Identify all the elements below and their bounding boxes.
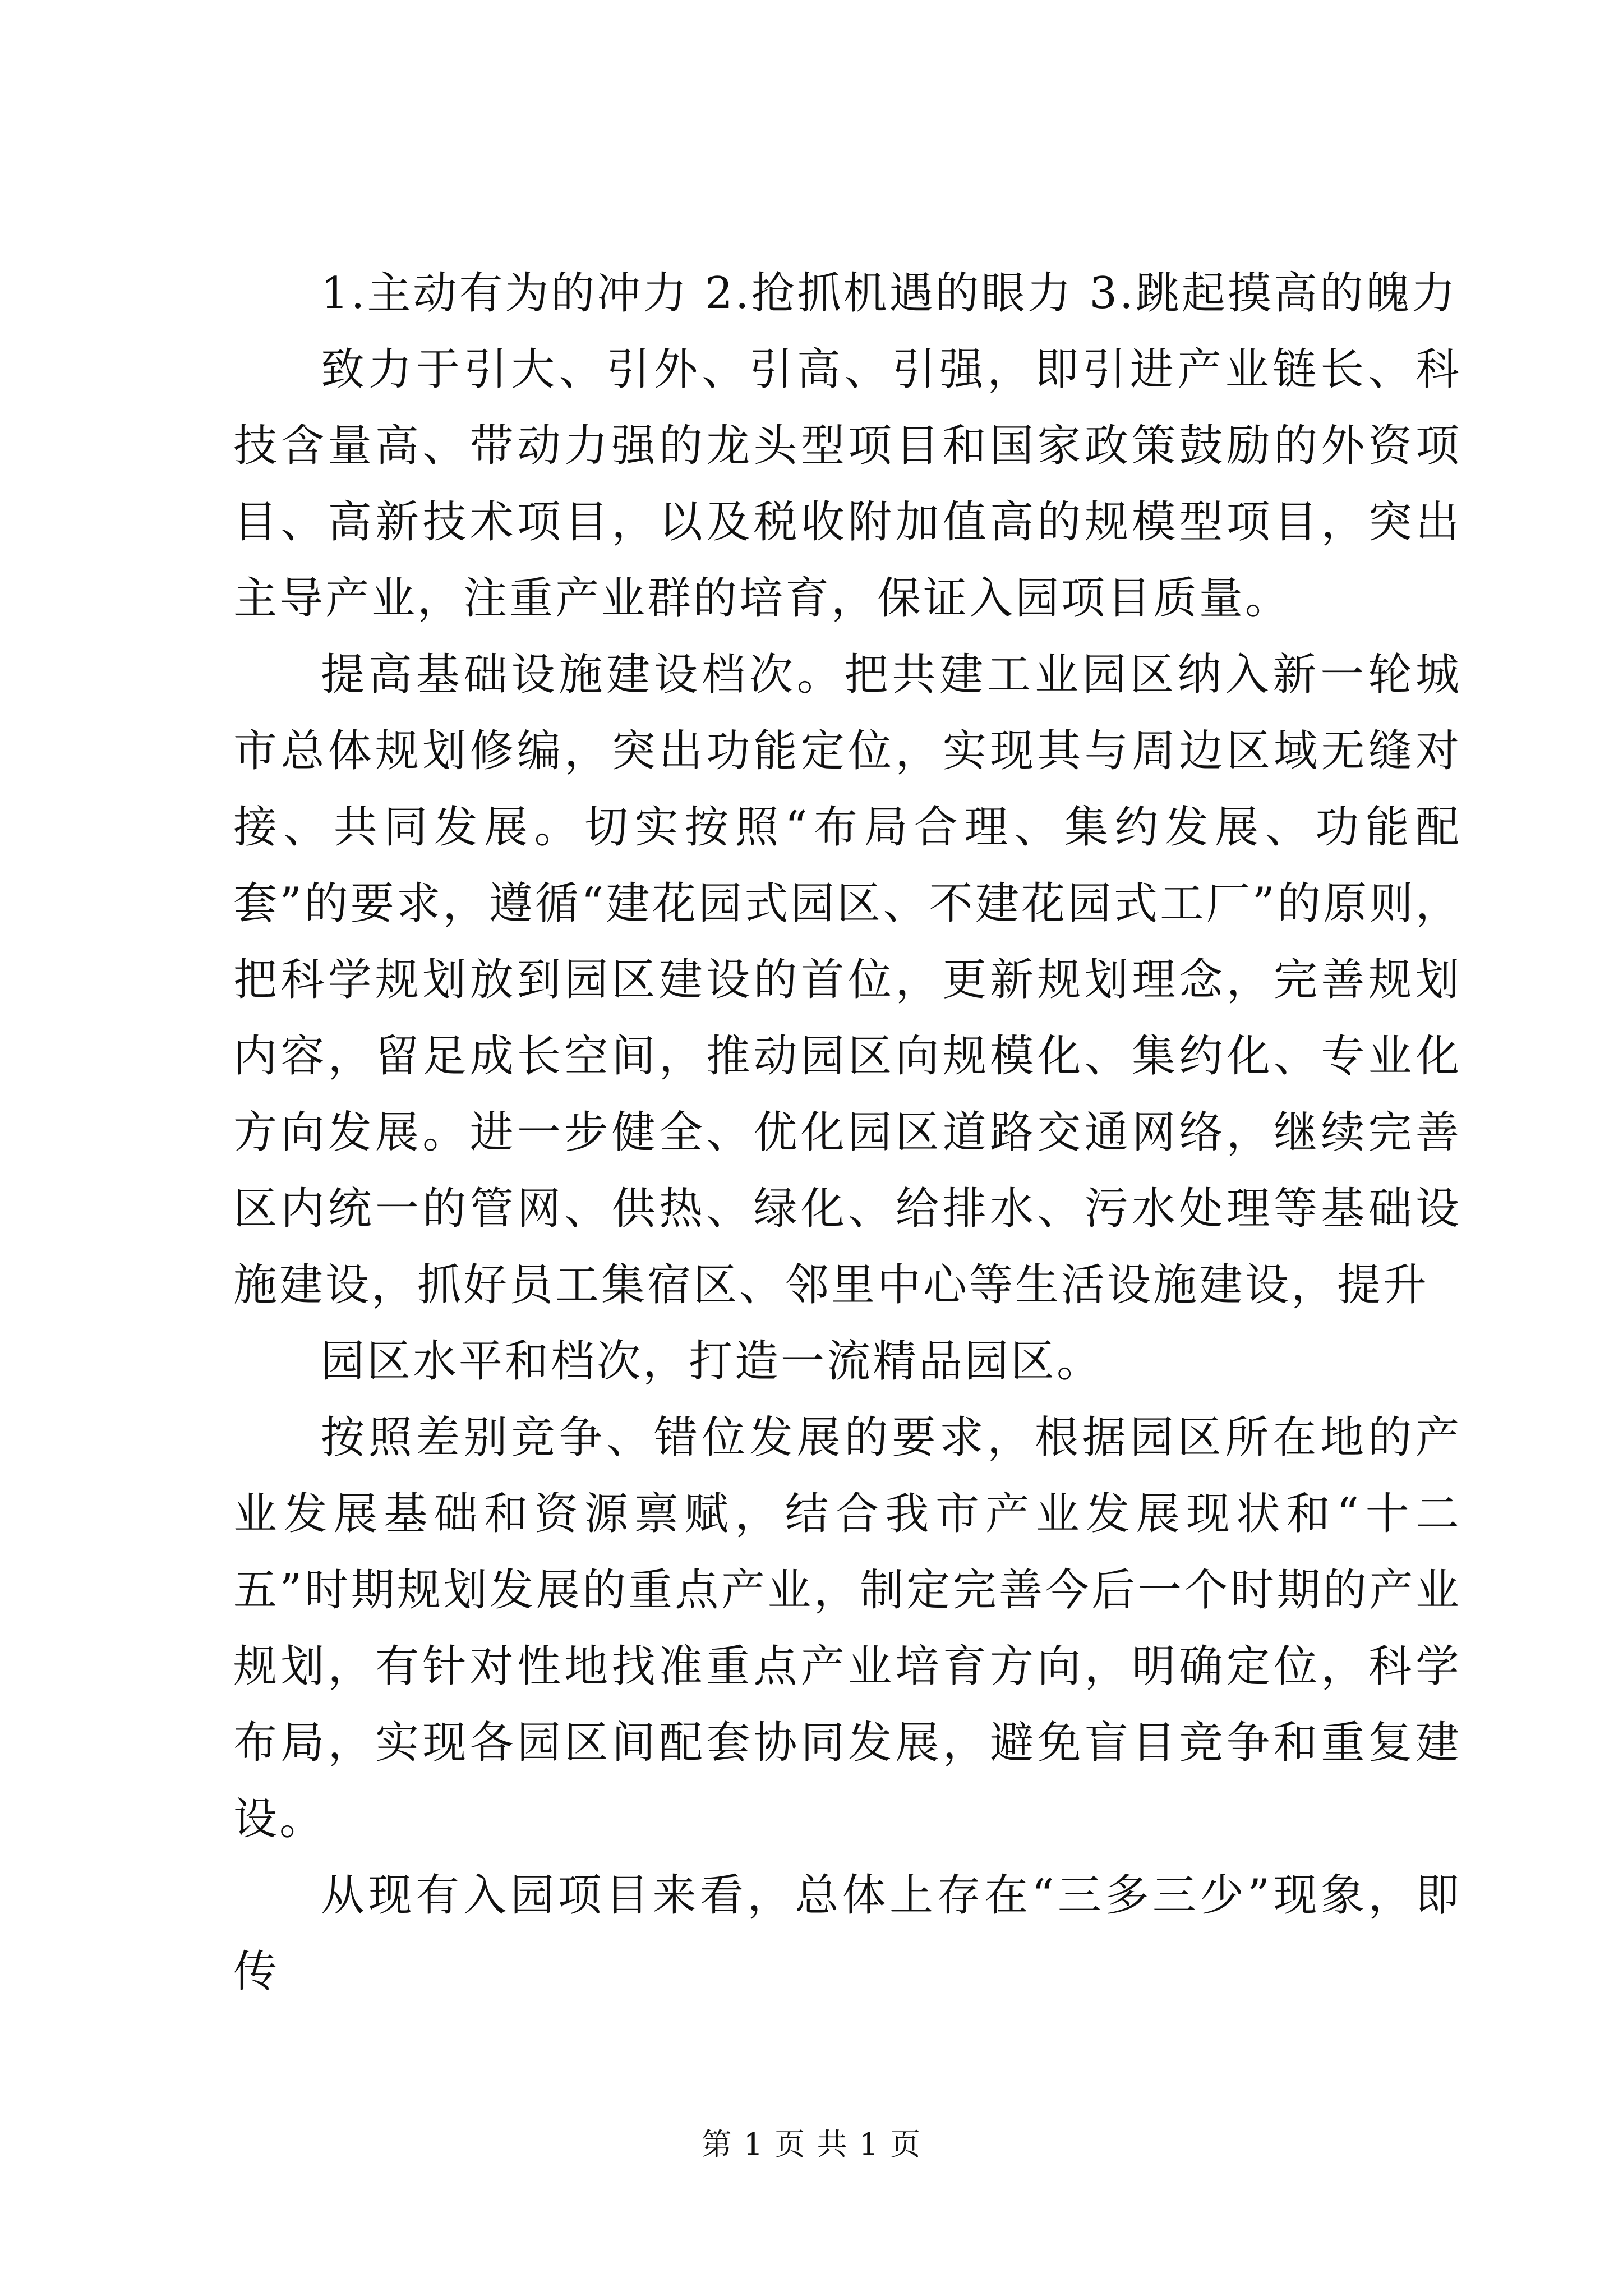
paragraph-infrastructure: 提高基础设施建设档次。把共建工业园区纳入新一轮城市总体规划修编，突出功能定位，实现其与周边区域无缝对接、共同发展。切实按照“布局合理、集约发展、功能配套”的要求，遵循“建花园式园区、不建花园式工厂”的原则，把科学规划放到园区建设的首位，更新规划理念，完善规划内容，留足成长空间，推动园区向规模化、集约化、专业化方向发展。进一步健全、优化园区道路交通网络，继续完善区内统一的管网、供热、绿化、给排水、污水处理等基础设施建设，抓好员工集宿区、邻里中心等生活设施建设，提升 (233, 650, 1461, 1310)
paragraph-investment-focus: 致力于引大、引外、引高、引强，即引进产业链长、科技含量高、带动力强的龙头型项目和国家政策鼓励的外资项目、高新技术项目，以及税收附加值高的规模型项目，突出主导产业，注重产业群的培育，保证入园项目质量。 (233, 344, 1461, 624)
paragraph-list-items: 1.主动有为的冲力 2.抢抓机遇的眼力 3.跳起摸高的魄力 (321, 268, 1458, 319)
paragraph-infrastructure-continued: 园区水平和档次，打造一流精品园区。 (321, 1336, 1103, 1387)
page-number-footer: 第 1 页 共 1 页 (701, 2127, 922, 2162)
paragraph-industry-planning: 按照差别竞争、错位发展的要求，根据园区所在地的产业发展基础和资源禀赋，结合我市产业发展现状和“十二五”时期规划发展的重点产业，制定完善今后一个时期的产业规划，有针对性地找准重点产业培育方向，明确定位，科学布局，实现各园区间配套协同发展，避免盲目竞争和重复建设。 (233, 1412, 1461, 1844)
paragraph-current-projects: 从现有入园项目来看，总体上存在“三多三少”现象，即传 (233, 1870, 1461, 1997)
document-body (233, 255, 1461, 2010)
